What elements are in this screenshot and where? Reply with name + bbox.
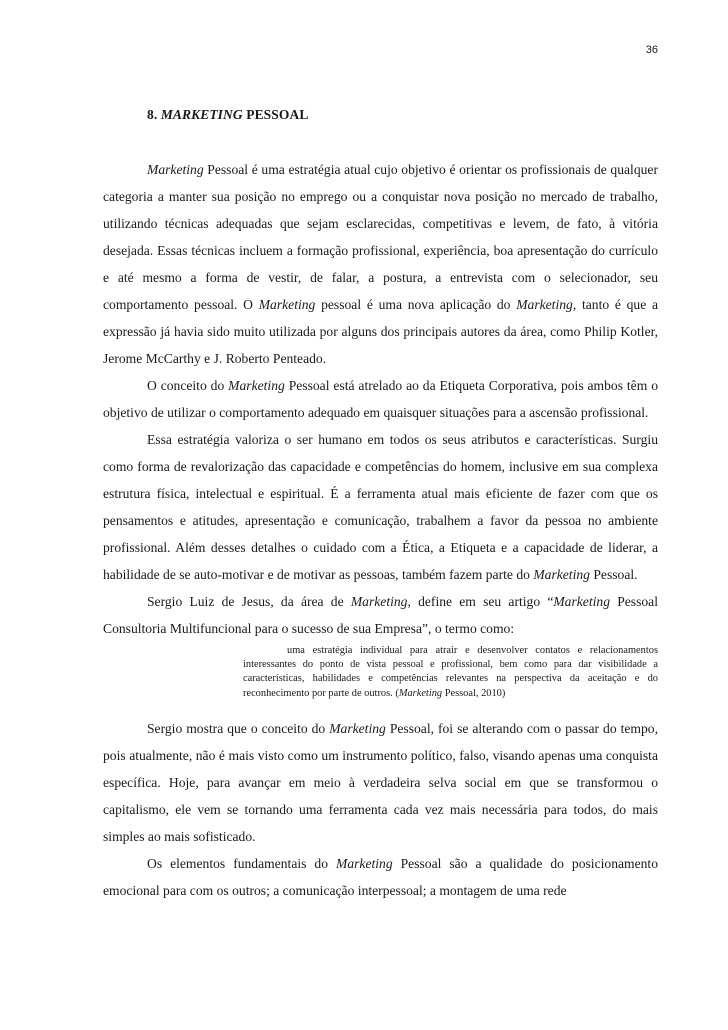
text-span: Pessoal está atrelado ao da Etiqueta Corporativa, pois ambos têm o objetivo de utilizar o comportamento adequado em quaisquer situações para a ascensão profissional. xyxy=(103,378,658,420)
italic-term: Marketing xyxy=(228,378,285,393)
text-span: pessoal é uma nova aplicação do xyxy=(315,297,517,312)
italic-term: Marketing xyxy=(258,297,316,312)
paragraph-3 xyxy=(103,426,658,588)
heading-italic: MARKETING xyxy=(160,107,243,122)
text-span: O conceito do xyxy=(147,378,229,393)
paragraph-5 xyxy=(103,715,658,850)
section-heading xyxy=(147,107,308,123)
text-span: , define em seu artigo “ xyxy=(407,594,554,609)
text-span: Pessoal Consultoria Multifuncional para o sucesso de sua Empresa”, o termo como: xyxy=(103,594,658,636)
block-quote xyxy=(243,644,658,701)
italic-term: Marketing xyxy=(516,297,573,312)
text-span: Pessoal, foi se alterando com o passar do tempo, pois atualmente, não é mais visto como um instrumento político, falso, visando apenas uma conquista específica. Hoje, para avançar em meio à verdadeira selva social em que se transformou o capitalismo, ele vem se tornando uma ferramenta cada vez mais necessária para todos, do mais simples ao mais sofisticado. xyxy=(103,720,658,844)
text-span: Sergio mostra que o conceito do xyxy=(147,720,330,736)
text-span: uma estratégia individual para atrair e desenvolver contatos e relacionamentos interessantes do ponto de vista pessoal e profissional, bem como para dar visibilidade a características, habilidades e competências relevantes na perspectiva da aceitação e do reconhecimento por parte de outros. ( xyxy=(243,645,658,699)
italic-term: Marketing xyxy=(350,594,408,609)
heading-rest: PESSOAL xyxy=(246,107,309,122)
heading-number: 8. xyxy=(147,107,158,122)
text-span: Os elementos fundamentais do xyxy=(147,855,336,871)
italic-term: Marketing xyxy=(329,720,386,736)
italic-term: Marketing xyxy=(336,855,393,871)
italic-term: Marketing xyxy=(147,162,204,177)
paragraph-1 xyxy=(103,156,658,372)
italic-term: Marketing xyxy=(398,687,443,699)
text-span: , tanto é que a expressão já havia sido muito utilizada por alguns dos principais autores da área, como Philip Kotler, Jerome McCarthy e J. Roberto Penteado. xyxy=(103,297,659,366)
paragraph-4 xyxy=(103,588,658,642)
italic-term: Marketing xyxy=(533,567,590,582)
text-span: Pessoal são a qualidade do posicionamento emocional para com os outros; a comunicação interpessoal; a montagem de uma rede xyxy=(103,855,659,898)
text-span: Pessoal é uma estratégia atual cujo objetivo é orientar os profissionais de qualquer categoria a manter sua posição no emprego ou a conquistar nova posição no mercado de trabalho, utilizando técnicas adequadas que sejam esclarecidas, competitivas e levem, de fato, à vitória desejada. Essas técnicas incluem a formação profissional, experiência, boa apresentação do currículo e até mesmo a forma de vestir, de falar, a postura, a entrevista com o selecionador, seu comportamento pessoal. O xyxy=(103,162,658,312)
document-body xyxy=(103,156,658,904)
italic-term: Marketing xyxy=(553,594,610,609)
paragraph-6 xyxy=(103,850,658,904)
text-span: Essa estratégia valoriza o ser humano em todos os seus atributos e características. Surgiu como forma de revalorização das capacidade e competências do homem, inclusive em sua complexa estrutura física, intelectual e espiritual. É a ferramenta atual mais eficiente de fazer com que os pensamentos e atitudes, apresentação e comunicação, trabalhem a favor da pessoa no ambiente profissional. Além desses detalhes o cuidado com a Ética, a Etiqueta e a capacidade de liderar, a habilidade de se auto-motivar e de motivar as pessoas, também fazem parte do xyxy=(103,432,658,582)
paragraph-2 xyxy=(103,372,658,426)
text-span: Sergio Luiz de Jesus, da área de xyxy=(147,594,351,609)
text-span: Pessoal. xyxy=(589,567,638,582)
text-span: Pessoal, 2010) xyxy=(442,687,506,699)
page-number: 36 xyxy=(645,44,658,56)
